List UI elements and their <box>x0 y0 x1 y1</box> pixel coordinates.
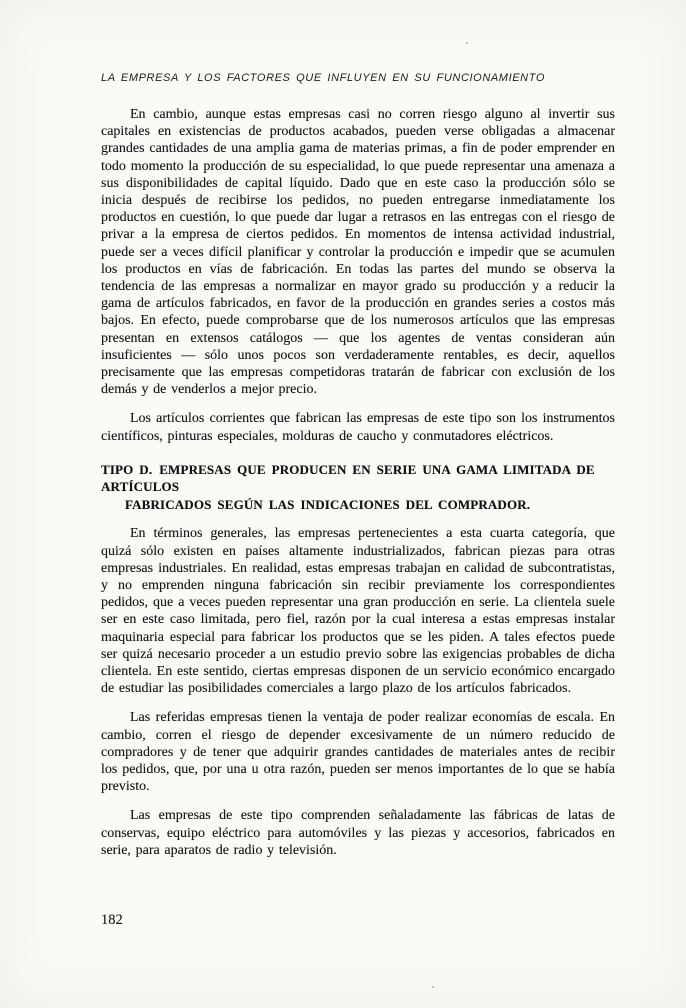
section-heading-text: EMPRESAS QUE PRODUCEN EN SERIE UNA GAMA LIMITADA DE ARTÍCULOS <box>101 461 595 495</box>
section-heading-line2: FABRICADOS SEGÚN LAS INDICACIONES DEL COMPRADOR. <box>125 496 531 512</box>
section-heading <box>101 461 615 514</box>
paragraph-2: Los artículos corrientes que fabrican las empresas de este tipo son los instrumentos científicos, pinturas especiales, molduras de caucho y conmutadores eléctricos. <box>101 411 615 444</box>
running-head: LA EMPRESA Y LOS FACTORES QUE INFLUYEN EN SU FUNCIONAMIENTO <box>101 72 545 84</box>
paragraph-5: Las empresas de este tipo comprenden señaladamente las fábricas de latas de conservas, equipo eléctrico para automóviles y las piezas y accesorios, fabricados en serie, para aparatos de radio y televisión. <box>101 808 615 858</box>
section-heading-line1 <box>101 461 615 496</box>
paragraph-3: En términos generales, las empresas pertenecientes a esta cuarta categoría, que quizá sólo existen en países altamente industrializados, fabrican piezas para otras empresas industriales. En realidad, estas empresas trabajan en calidad de subcontratistas, y no emprenden ninguna fabricación sin recibir previamente los correspondientes pedidos, que a veces pueden representar una gran producción en serie. La clientela suele ser en este caso limitada, pero fiel, razón por la cual interesa a estas empresas instalar maquinaria especial para fabricar los productos que se les piden. A tales efectos puede ser quizá necesario proceder a un estudio previo sobre las exigencias probables de dicha clientela. En este sentido, ciertas empresas disponen de un servicio económico encargado de estudiar las posibilidades comerciales a largo plazo de los artículos fabricados. <box>101 526 615 697</box>
page-number: 182 <box>101 912 123 928</box>
text-block <box>101 72 615 871</box>
scan-artifact-dot <box>466 42 468 44</box>
scan-artifact-dot <box>432 986 434 988</box>
paragraph-1: En cambio, aunque estas empresas casi no corren riesgo alguno al invertir sus capitales en existencias de productos acabados, pueden verse obligadas a almacenar grandes cantidades de una amplia gama de materias primas, a fin de poder emprender en todo momento la producción de su especialidad, lo que puede representar una amenaza a sus disponibilidades de capital líquido. Dado que en este caso la producción sólo se inicia después de recibirse los pedidos, no pueden entregarse inmediatamente los productos en cuestión, lo que puede dar lugar a retrasos en las entregas con el riesgo de privar a la empresa de ciertos pedidos. En momentos de intensa actividad industrial, puede ser a veces difícil planificar y controlar la producción e impedir que se acumulen los productos en vías de fabricación. En todas las partes del mundo se observa la tendencia de las empresas a normalizar en mayor grado su producción y a reducir la gama de artículos fabricados, en favor de la producción en grandes series a costos más bajos. En efecto, puede comprobarse que de los numerosos artículos que las empresas presentan en extensos catálogos — que los agentes de ventas consideran aún insuficientes — sólo unos pocos son verdaderamente rentables, es decir, aquellos precisamente que las empresas competidoras tratarán de fabricar con exclusión de los demás y de venderlos a mejor precio. <box>101 107 615 398</box>
paragraph-4: Las referidas empresas tienen la ventaja de poder realizar economías de escala. En cambio, corren el riesgo de depender excesivamente de un número reducido de compradores y de tener que adquirir grandes cantidades de materiales antes de recibir los pedidos, que, por una u otra razón, pueden ser menos importantes de lo que se había previsto. <box>101 710 615 795</box>
section-heading-label: TIPO D. <box>101 461 153 477</box>
